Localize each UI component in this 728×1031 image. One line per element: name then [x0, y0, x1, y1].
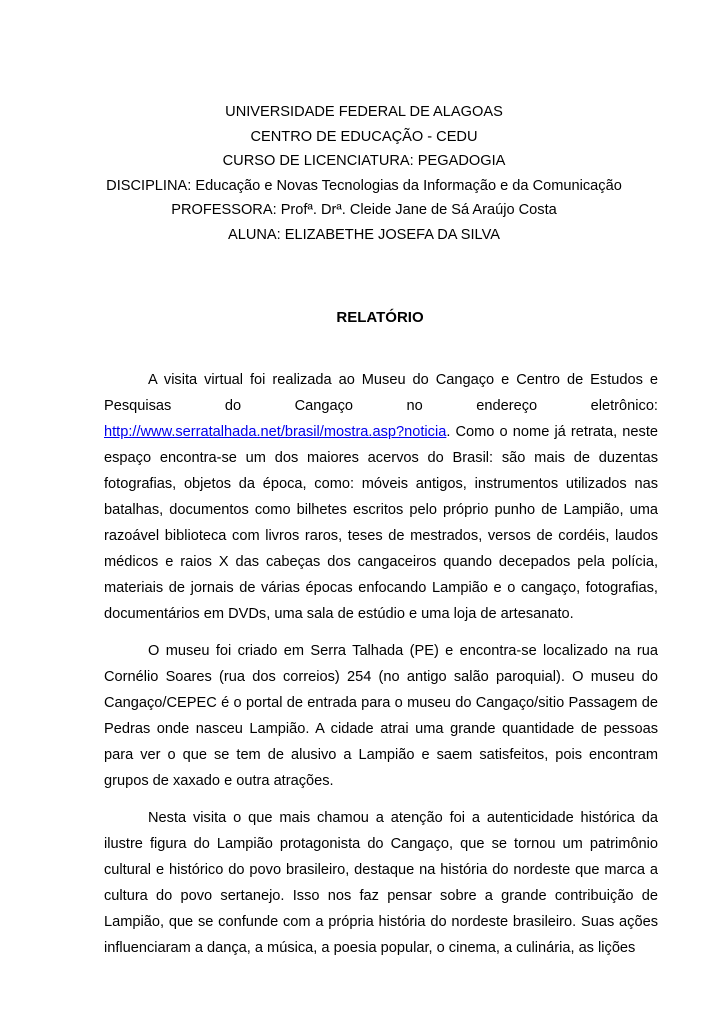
document-title: RELATÓRIO — [336, 309, 424, 326]
paragraph-1 — [104, 367, 658, 627]
header-center: CENTRO DE EDUCAÇÃO - CEDU — [250, 128, 478, 145]
document-header — [0, 100, 728, 248]
museum-link[interactable]: http://www.serratalhada.net/brasil/mostra.asp?noticia — [104, 424, 447, 440]
header-professor: PROFESSORA: Profª. Drª. Cleide Jane de Sá Araújo Costa — [171, 202, 557, 219]
header-university: UNIVERSIDADE FEDERAL DE ALAGOAS — [225, 104, 503, 120]
header-course: CURSO DE LICENCIATURA: PEGADOGIA — [222, 153, 506, 170]
header-discipline: DISCIPLINA: Educação e Novas Tecnologias da Informação e da Comunicação — [106, 177, 622, 194]
paragraph-2: O museu foi criado em Serra Talhada (PE) e encontra-se localizado na rua Cornélio Soares (rua dos correios) 254 (no antigo salão paroquial). O museu do Cangaço/CEPEC é o portal de entrada para o museu do Cangaço/sitio Passagem de Pedras onde nasceu Lampião. A cidade atrai uma grande quantidade de pessoas para ver o que se tem de alusivo a Lampião e saem satisfeitos, pois encontram grupos de xaxado e outra atrações. — [104, 643, 658, 789]
paragraph-1-rest: . Como o nome já retrata, neste espaço encontra-se um dos maiores acervos do Brasil: são mais de duzentas fotografias, objetos da época, como: móveis antigos, instrumentos utilizados nas batalhas, documentos como bilhetes escritos pelo próprio punho de Lampião, uma razoável biblioteca com livros raros, teses de mestrados, versos de cordéis, laudos médicos e raios X das cabeças dos cangaceiros quando decepados pela polícia, materiais de jornais de várias épocas enfocando Lampião e o cangaço, fotografias, documentários em DVDs, uma sala de estúdio e uma loja de artesanato. — [104, 424, 658, 622]
paragraph-1-intro: A visita virtual foi realizada ao Museu do Cangaço e Centro de Estudos e Pesquisas do Cangaço no endereço eletrônico: — [104, 372, 658, 414]
header-student: ALUNA: ELIZABETHE JOSEFA DA SILVA — [228, 226, 500, 243]
paragraph-3: Nesta visita o que mais chamou a atenção foi a autenticidade histórica da ilustre figura do Lampião protagonista do Cangaço, que se tornou um patrimônio cultural e histórico do povo brasileiro, destaque na história do nordeste que marca a cultura do povo sertanejo. Isso nos faz pensar sobre a grande contribuição de Lampião, que se confunde com a própria história do nordeste brasileiro. Suas ações influenciaram a dança, a música, a poesia popular, o cinema, a culinária, as lições — [104, 810, 658, 956]
document-body — [104, 367, 658, 972]
